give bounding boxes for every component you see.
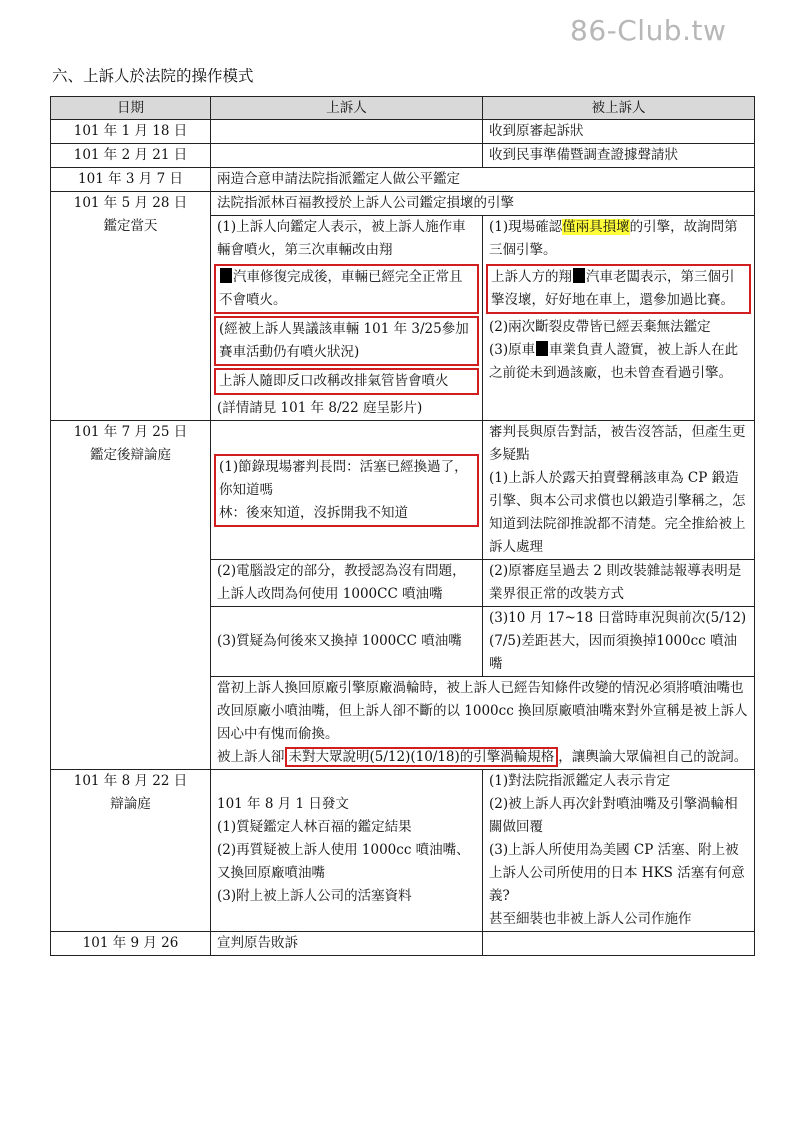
- appellee-cell: 收到原審起訴狀: [483, 120, 755, 144]
- appellant-cell: 宣判原告敗訴: [211, 932, 483, 956]
- appellee-cell: [483, 932, 755, 956]
- date-cell: 101 年 3 月 7 日: [51, 168, 211, 192]
- appellee-cell: [483, 421, 755, 560]
- redaction-mark: [573, 268, 585, 283]
- appellant-cell: [211, 421, 483, 560]
- date-line: 101 年 7 月 25 日: [73, 424, 188, 440]
- appellant-point-1: (1)上訴人向鑑定人表示，被上訴人施作車輛會噴火，第三次車輛改由翔: [217, 219, 466, 258]
- table-row: [51, 770, 755, 932]
- date-cell: [51, 192, 211, 421]
- appellee-point-1: (1)上訴人於露天拍賣聲稱該車為 CP 鍛造引擎、與本公司求償也以鍛造引擎稱之，怎知道到法院卻推說都不清楚。完全推給被上訴人處理: [489, 470, 746, 555]
- table-row: [51, 192, 755, 216]
- red-annotation-box: (1)節錄現場審判長問：活塞已經換過了，你知道嗎 林：後來知道，沒拆開我不知道: [214, 454, 479, 527]
- appellant-note: (詳情請見 101 年 8/22 庭呈影片): [217, 400, 423, 416]
- appellant-line: (2)再質疑被上訴人使用 1000cc 噴油嘴、又換回原廠噴油嘴: [217, 842, 470, 881]
- highlighted-text: 僅兩具損壞: [562, 219, 630, 235]
- table-row: [51, 120, 755, 144]
- red-annotation-box: 未對大眾說明(5/12)(10/18)的引擎渦輪規格: [285, 747, 559, 767]
- date-label: 鑑定當天: [103, 218, 158, 234]
- date-cell: 101 年 1 月 18 日: [51, 120, 211, 144]
- appellee-note: 審判長與原告對話，被告沒答話，但產生更多疑點: [489, 424, 746, 463]
- date-cell: 101 年 9 月 26: [51, 932, 211, 956]
- date-line: 101 年 8 月 22 日: [73, 773, 188, 789]
- red-annotation-box: 上訴人隨即反口改稱改排氣管皆會噴火: [214, 368, 479, 395]
- appellant-cell: [211, 144, 483, 168]
- appellee-line: 甚至細裝也非被上訴人公司作施作: [489, 911, 692, 927]
- appellee-cell: (3)10 月 17~18 日當時車況與前次(5/12)(7/5)差距甚大，因而須換掉1000cc 噴油嘴: [483, 607, 755, 677]
- header-appellee: 被上訴人: [483, 97, 755, 120]
- appellee-cell: 收到民事準備暨調查證據聲請狀: [483, 144, 755, 168]
- red-annotation-box: 汽車修復完成後，車輛已經完全正常且不會噴火。: [214, 264, 479, 314]
- appellant-line: (1)質疑鑑定人林百福的鑑定結果: [217, 819, 412, 835]
- merged-paragraph-2: 被上訴人卻 未對大眾說明(5/12)(10/18)的引擎渦輪規格 ，讓輿論大眾偏袒自己的說詞。: [217, 749, 748, 765]
- appellee-line: (1)對法院指派鑑定人表示肯定: [489, 773, 671, 789]
- section-title: 六、上訴人於法院的操作模式: [52, 67, 254, 85]
- date-line: 101 年 5 月 28 日: [73, 195, 188, 211]
- appellee-cell: (2)原審庭呈過去 2 則改裝雜誌報導表明是業界很正常的改裝方式: [483, 560, 755, 607]
- date-label: 鑑定後辯論庭: [90, 447, 171, 463]
- appellant-cell: [211, 770, 483, 932]
- table-row: [51, 932, 755, 956]
- appellee-line: (3)上訴人所使用為美國 CP 活塞、附上被上訴人公司所使用的日本 HKS 活塞有何意義?: [489, 842, 745, 904]
- redaction-mark: [536, 341, 548, 356]
- merged-paragraph-1: 當初上訴人換回原廠引擎原廠渦輪時，被上訴人已經告知條件改變的情況必須將噴油嘴也改回原廠小噴油嘴，但上訴人卻不斷的以 1000cc 換回原廠噴油嘴來對外宣稱是被上訴人因心中有愧而偷換。: [217, 680, 748, 742]
- header-date: 日期: [51, 97, 211, 120]
- merged-cell: [211, 677, 755, 770]
- table-header-row: [51, 97, 755, 120]
- appellant-cell: [211, 216, 483, 421]
- date-cell: [51, 421, 211, 770]
- redaction-mark: [220, 268, 232, 283]
- appellant-cell: (3)質疑為何後來又換掉 1000CC 噴油嘴: [211, 607, 483, 677]
- red-annotation-box: 上訴人方的翔 汽車老闆表示，第三個引擎沒壞，好好地在車上，還參加過比賽。: [486, 264, 751, 314]
- appellee-cell: [483, 770, 755, 932]
- appellee-cell: [483, 216, 755, 421]
- appellant-line: (3)附上被上訴人公司的活塞資料: [217, 888, 412, 904]
- header-appellant: 上訴人: [211, 97, 483, 120]
- appellee-line: (2)被上訴人再次針對噴油嘴及引擎渦輪相關做回覆: [489, 796, 738, 835]
- appellee-point-1: (1)現場確認僅兩具損壞的引擎，故詢問第三個引擎。: [489, 219, 738, 258]
- appellant-cell: (2)電腦設定的部分，教授認為沒有問題，上訴人改問為何使用 1000CC 噴油嘴: [211, 560, 483, 607]
- table-row: [51, 421, 755, 560]
- date-label: 辯論庭: [110, 796, 151, 812]
- red-annotation-box: (經被上訴人異議該車輛 101 年 3/25參加賽車活動仍有噴火狀況): [214, 316, 479, 366]
- appellant-line: 101 年 8 月 1 日發文: [217, 796, 349, 812]
- appellee-point-2: (2)兩次斷裂皮帶皆已經丟棄無法鑑定: [489, 319, 711, 335]
- table-row: [51, 144, 755, 168]
- appellee-point-3: (3)原車 車業負責人證實，被上訴人在此之前從未到過該廠，也未曾查看過引擎。: [489, 342, 739, 381]
- merged-cell: 法院指派林百福教授於上訴人公司鑑定損壞的引擎: [211, 192, 755, 216]
- date-cell: 101 年 2 月 21 日: [51, 144, 211, 168]
- timeline-table: [50, 96, 755, 956]
- appellant-cell: [211, 120, 483, 144]
- table-row: [51, 168, 755, 192]
- merged-cell: 兩造合意申請法院指派鑑定人做公平鑑定: [211, 168, 755, 192]
- date-cell: [51, 770, 211, 932]
- watermark: 86-Club.tw: [570, 14, 727, 47]
